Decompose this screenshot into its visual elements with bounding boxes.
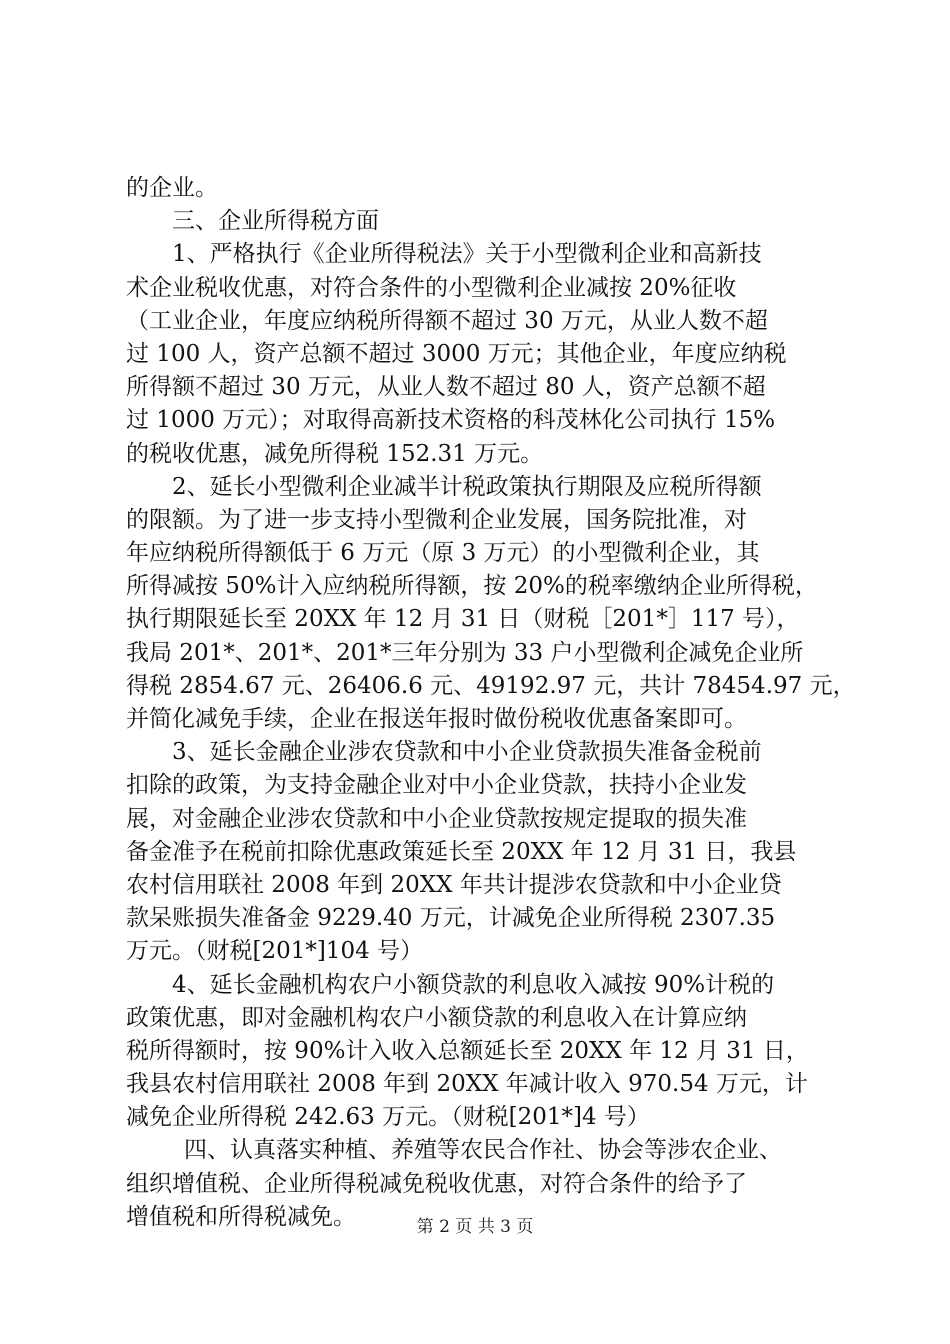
text-line: 过 1000 万元）；对取得高新技术资格的科茂林化公司执行 15% [126,407,776,434]
text-line: 的税收优惠，减免所得税 152.31 万元。 [126,440,544,467]
text-line: 1、严格执行《企业所得税法》关于小型微利企业和高新技 [172,241,762,268]
text-line: 术企业税收优惠，对符合条件的小型微利企业减按 20%征收 [126,274,737,301]
text-line: 展，对金融企业涉农贷款和中小企业贷款按规定提取的损失准 [126,805,747,832]
text-line: 我局 201*、201*、201*三年分别为 33 户小型微利企减免企业所 [126,639,804,666]
text-line: 扣除的政策，为支持金融企业对中小企业贷款，扶持小企业发 [126,772,747,799]
text-line: 政策优惠，即对金融机构农户小额贷款的利息收入在计算应纳 [126,1004,747,1031]
text-line: 2、延长小型微利企业减半计税政策执行期限及应税所得额 [172,473,762,500]
text-line: 的企业。 [126,175,218,201]
text-line: 所得减按 50%计入应纳税所得额，按 20%的税率缴纳企业所得税， [126,573,818,600]
text-line: 农村信用联社 2008 年到 20XX 年共计提涉农贷款和中小企业贷 [126,871,782,898]
text-line: 我县农村信用联社 2008 年到 20XX 年减计收入 970.54 万元，计 [126,1071,808,1098]
document-body [126,172,856,1234]
text-line: 备金准予在税前扣除优惠政策延长至 20XX 年 12 月 31 日，我县 [126,838,797,865]
text-line: 的限额。为了进一步支持小型微利企业发展，国务院批准，对 [126,506,747,533]
text-line: 万元。（财税[201*]104 号） [126,938,424,965]
text-line: 减免企业所得税 242.63 万元。（财税[201*]4 号） [126,1104,650,1131]
section-heading: 四、认真落实种植、养殖等农民合作社、协会等涉农企业、 [184,1137,782,1164]
text-line: 执行期限延长至 20XX 年 12 月 31 日（财税［201*］117 号）， [126,606,800,633]
text-line: 年应纳税所得额低于 6 万元（原 3 万元）的小型微利企业，其 [126,540,760,567]
page-number-footer: 第 2 页 共 3 页 [416,1217,534,1237]
text-line: 4、延长金融机构农户小额贷款的利息收入减按 90%计税的 [172,971,775,998]
text-line: （工业企业，年度应纳税所得额不超过 30 万元，从业人数不超 [126,307,768,334]
text-line: 得税 2854.67 元、26406.6 元、49192.97 元，共计 78454.97 元， [126,672,856,699]
text-line: 所得额不超过 30 万元，从业人数不超过 80 人，资产总额不超 [126,374,766,401]
text-line: 款呆账损失准备金 9229.40 万元，计减免企业所得税 2307.35 [126,905,776,932]
section-heading: 三、企业所得税方面 [172,208,379,235]
text-line: 3、延长金融企业涉农贷款和中小企业贷款损失准备金税前 [172,739,762,766]
text-line: 并简化减免手续，企业在报送年报时做份税收优惠备案即可。 [126,706,747,732]
text-line: 增值税和所得税减免。 [126,1203,356,1230]
text-line: 过 100 人，资产总额不超过 3000 万元；其他企业，年度应纳税 [126,340,787,367]
text-line: 税所得额时，按 90%计入收入总额延长至 20XX 年 12 月 31 日， [126,1037,809,1064]
text-line: 组织增值税、企业所得税减免税收优惠，对符合条件的给予了 [126,1170,747,1197]
